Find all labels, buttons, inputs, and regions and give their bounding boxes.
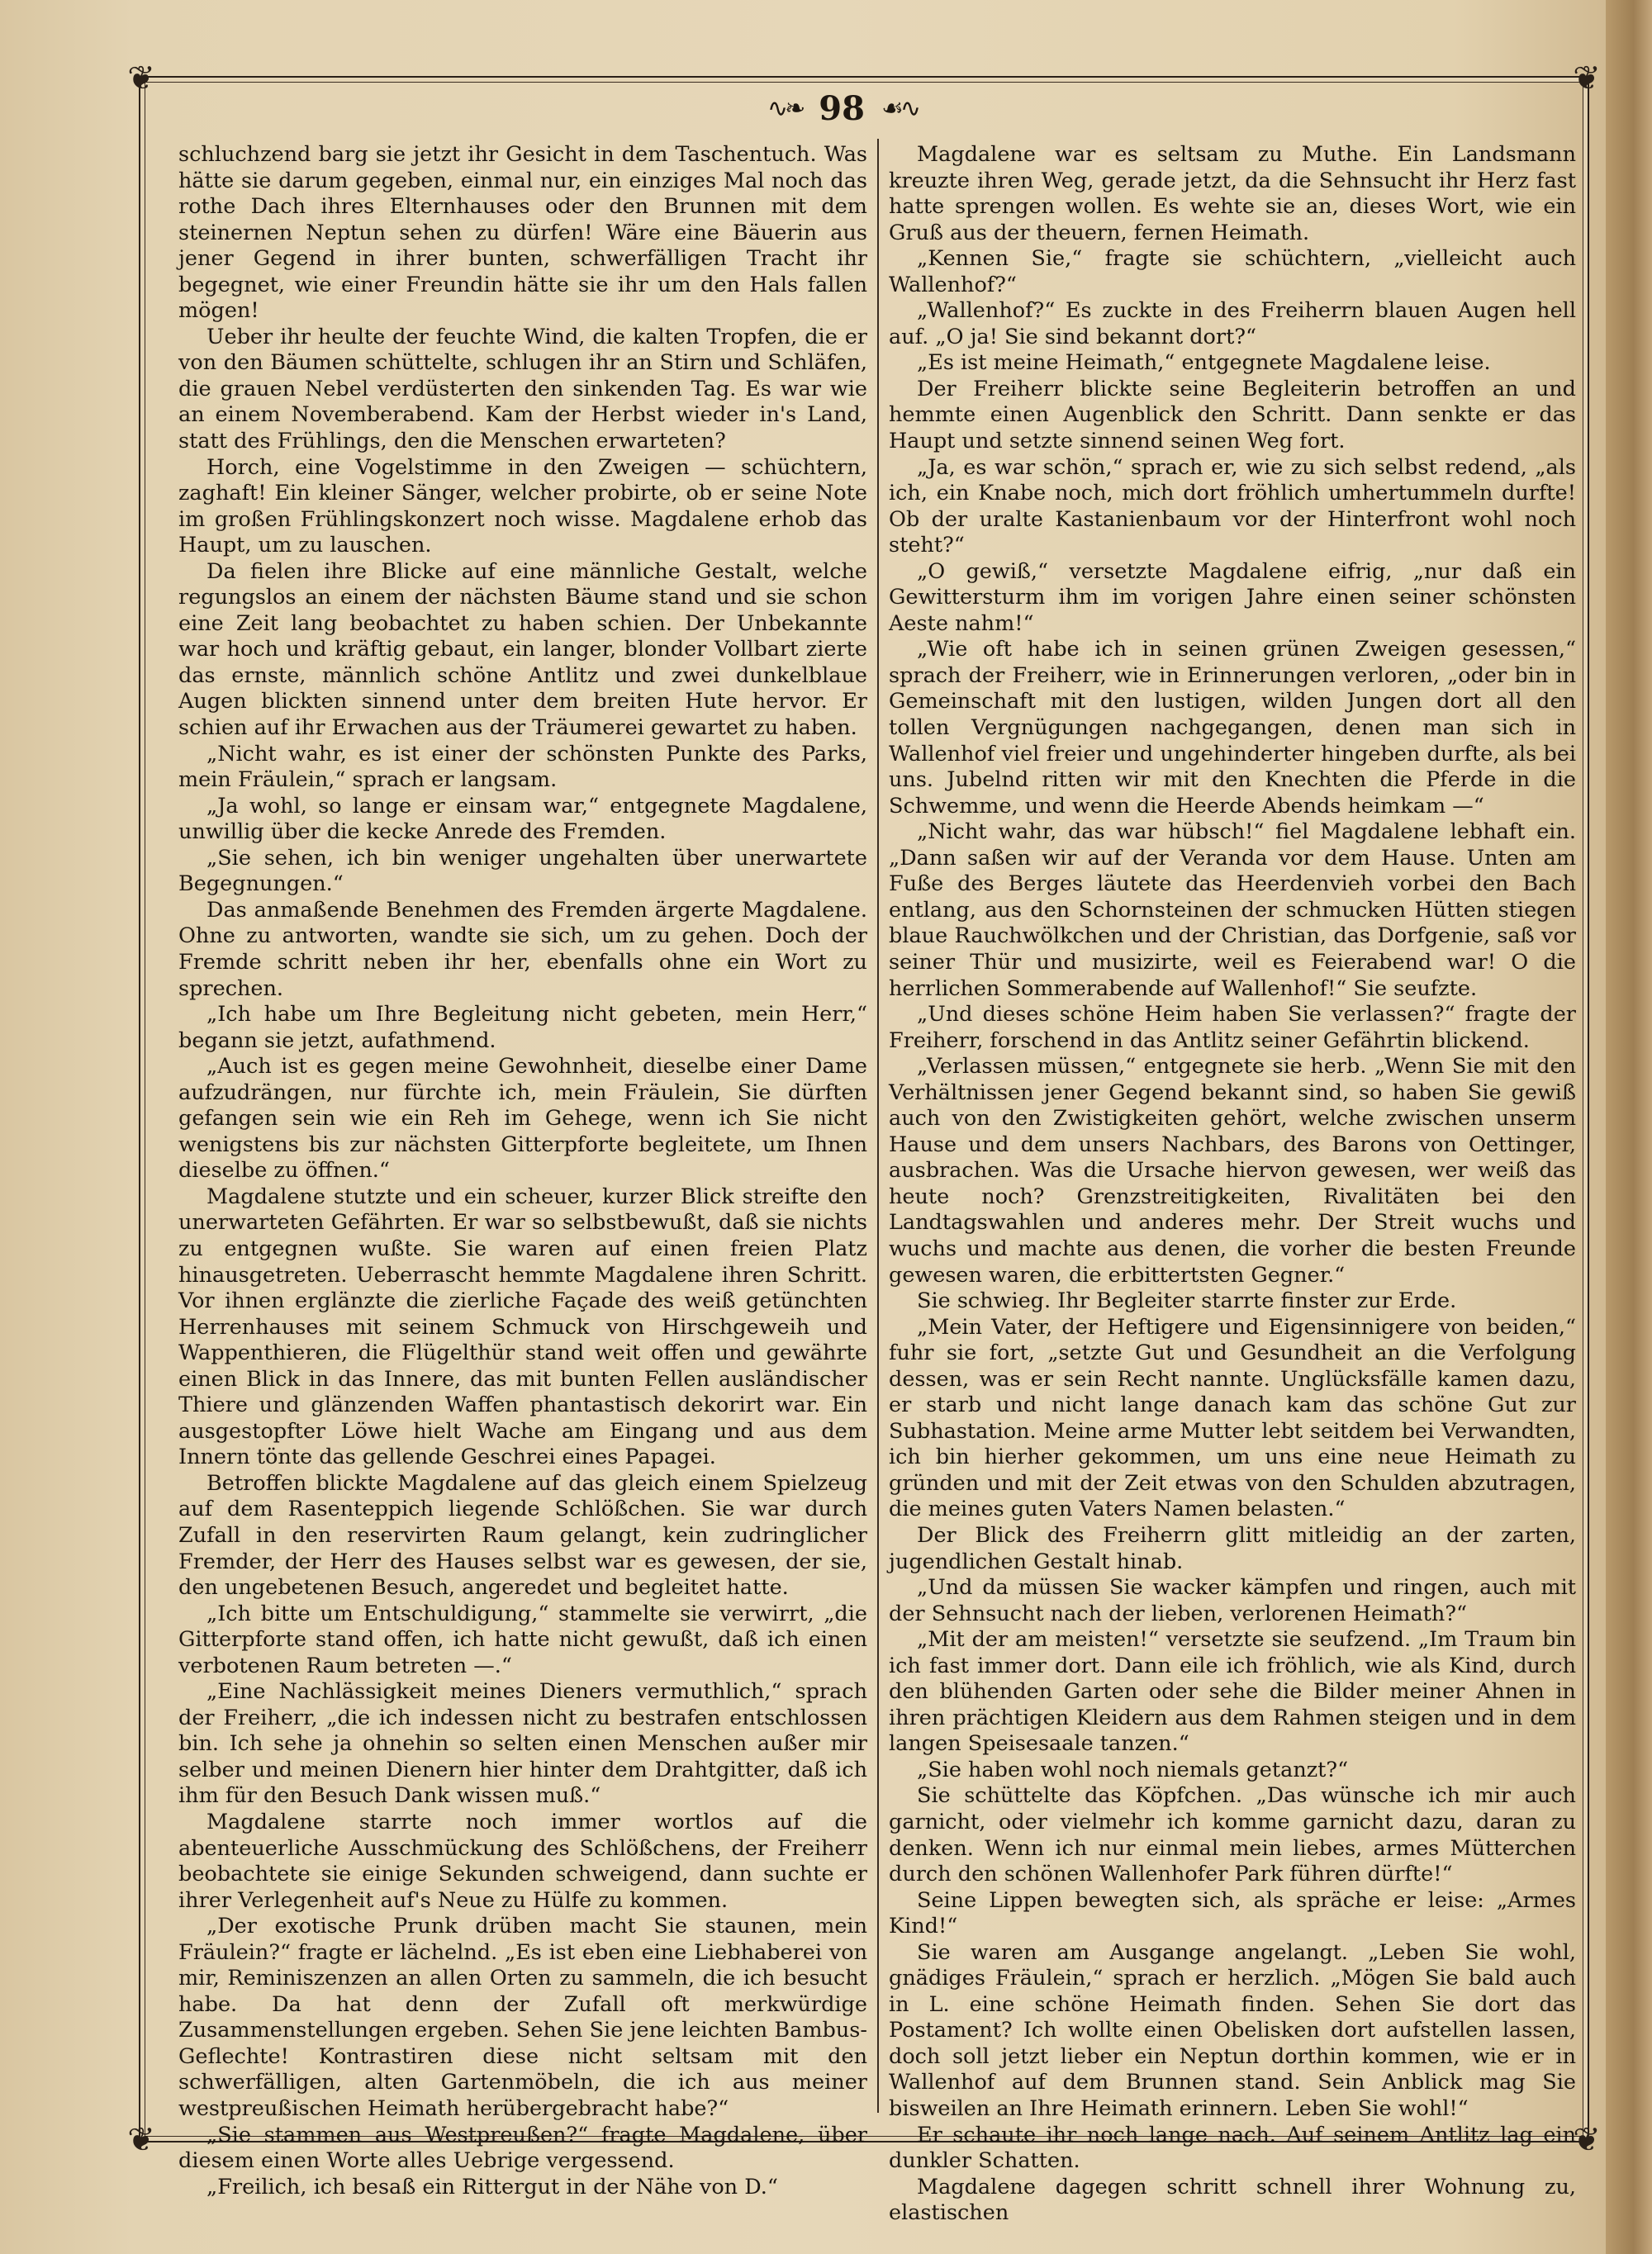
paragraph: Sie schwieg. Ihr Begleiter starrte finster zur Erde. <box>917 1288 1457 1314</box>
paragraph: „Mit der am meisten!“ versetzte sie seufzend. „Im Traum bin ich fast immer dort. Dann eile ich fröhlich, wie als Kind, durch den blühenden Garten oder sehe die Bilder meiner Ahnen in ihren prächtigen Kleidern aus dem Rahmen steigen und in dem langen Speisesaale tanzen.“ <box>889 1627 1576 1757</box>
corner-ornament-icon: ❦ <box>127 59 155 97</box>
page-header <box>694 85 991 131</box>
paragraph: „Freilich, ich besaß ein Rittergut in der Nähe von D.“ <box>206 2174 778 2199</box>
paragraph: „Ja wohl, so lange er einsam war,“ entgegnete Magdalene, unwillig über die kecke Anrede des Fremden. <box>178 793 867 845</box>
paragraph: „Wie oft habe ich in seinen grünen Zweigen gesessen,“ sprach der Freiherr, wie in Erinnerungen verloren, „oder bin in Gemeinschaft mit den lustigen, wilden Jungen dort all den tollen Vergnügungen nachgegangen, denen man sich in Wallenhof viel freier und ungehinderter hingeben durfte, als bei uns. Jubelnd ritten wir mit den Knechten die Pferde in die Schwemme, und wenn die Heerde Abends heimkam —“ <box>889 637 1576 819</box>
paragraph: Er schaute ihr noch lange nach. Auf seinem Antlitz lag ein dunkler Schatten. <box>889 2122 1576 2174</box>
paragraph: Sie waren am Ausgange angelangt. „Leben Sie wohl, gnädiges Fräulein,“ sprach er herzlich. „Mögen Sie bald auch in L. eine schöne Heimath finden. Sehen Sie dort das Postament? Ich wollte einen Obelisken dort aufstellen lassen, doch soll jetzt lieber ein Neptun dorthin kommen, wie er in Wallenhof auf dem Brunnen stand. Sein Anblick mag Sie bisweilen an Ihre Heimath erinnern. Leben Sie wohl!“ <box>889 1939 1576 2122</box>
paragraph: Ueber ihr heulte der feuchte Wind, die kalten Tropfen, die er von den Bäumen schüttelte, schlugen ihr an Stirn und Schläfen, die grauen Nebel verdüsterten den sinkenden Tag. Es war wie an einem Novemberabend. Kam der Herbst wieder in's Land, statt des Frühlings, den die Menschen erwarteten? <box>178 324 867 454</box>
paragraph: Magdalene war es seltsam zu Muthe. Ein Landsmann kreuzte ihren Weg, gerade jetzt, da die Sehnsucht ihr Herz fast hatte sprengen wollen. Es wehte sie an, dieses Wort, wie ein Gruß aus der theuern, fernen Heimath. <box>889 142 1576 245</box>
paragraph: „Verlassen müssen,“ entgegnete sie herb. „Wenn Sie mit den Verhältnissen jener Gegend bekannt sind, so haben Sie gewiß auch von den Zwistigkeiten gehört, welche zwischen unserm Hause und dem unsers Nachbars, des Barons von Oettinger, ausbrachen. Was die Ursache hiervon gewesen, wer weiß das heute noch? Grenzstreitigkeiten, Rivalitäten bei den Landtagswahlen und anderes mehr. Der Streit wuchs und wuchs und machte aus denen, die vorher die besten Freunde gewesen waren, die erbittertsten Gegner.“ <box>889 1054 1576 1288</box>
paragraph: Der Freiherr blickte seine Begleiterin betroffen an und hemmte einen Augenblick den Schritt. Dann senkte er das Haupt und setzte sinnend seinen Weg fort. <box>889 376 1576 454</box>
paragraph: Das anmaßende Benehmen des Fremden ärgerte Magdalene. Ohne zu antworten, wandte sie sich, um zu gehen. Doch der Fremde schritt neben ihr her, ebenfalls ohne ein Wort zu sprechen. <box>178 897 867 1001</box>
paragraph: schluchzend barg sie jetzt ihr Gesicht in dem Taschentuch. Was hätte sie darum gegeben, einmal nur, ein einziges Mal noch das rothe Dach ihres Elternhauses oder den Brunnen mit dem steinernen Neptun sehen zu dürfen! Wäre eine Bäuerin aus jener Gegend in ihrer bunten, schwerfälligen Tracht ihr begegnet, wie einer Freundin hätte sie ihr um den Hals fallen mögen! <box>178 142 867 324</box>
paragraph: Horch, eine Vogelstimme in den Zweigen — schüchtern, zaghaft! Ein kleiner Sänger, welcher probirte, ob er seine Note im großen Frühlingskonzert noch wisse. Magdalene erhob das Haupt, um zu lauschen. <box>178 454 867 558</box>
corner-ornament-icon: ❦ <box>1573 59 1601 97</box>
ornament-left-icon: ∿❧ <box>767 93 803 123</box>
paragraph: „Es ist meine Heimath,“ entgegnete Magdalene leise. <box>917 350 1491 376</box>
paragraph: „Nicht wahr, es ist einer der schönsten Punkte des Parks, mein Fräulein,“ sprach er langsam. <box>178 741 867 793</box>
paragraph: „Kennen Sie,“ fragte sie schüchtern, „vielleicht auch Wallenhof?“ <box>889 246 1576 297</box>
binding-edge <box>1606 0 1652 2254</box>
paragraph: Seine Lippen bewegten sich, als spräche er leise: „Armes Kind!“ <box>889 1887 1576 1939</box>
page-number: 98 <box>819 88 865 128</box>
right-column <box>889 142 1576 2226</box>
left-column <box>178 142 867 2199</box>
paragraph: „Ich bitte um Entschuldigung,“ stammelte sie verwirrt, „die Gitterpforte stand offen, ich hatte nicht gewußt, daß ich einen verbotenen Raum betreten —.“ <box>178 1601 867 1678</box>
paragraph: „Sie haben wohl noch niemals getanzt?“ <box>917 1757 1349 1782</box>
paragraph: Betroffen blickte Magdalene auf das gleich einem Spielzeug auf dem Rasenteppich liegende Schlößchen. Sie war durch Zufall in den reservirten Raum gelangt, kein zudringlicher Fremder, der Herr des Hauses selbst war es gewesen, der sie, den ungebetenen Besuch, angeredet und begleitet hatte. <box>178 1470 867 1601</box>
paragraph: „Und dieses schöne Heim haben Sie verlassen?“ fragte der Freiherr, forschend in das Antlitz seiner Gefährtin blickend. <box>889 1002 1576 1053</box>
column-divider <box>877 139 879 2113</box>
paragraph: Der Blick des Freiherrn glitt mitleidig an der zarten, jugendlichen Gestalt hinab. <box>889 1522 1576 1574</box>
paragraph: „Sie sehen, ich bin weniger ungehalten über unerwartete Begegnungen.“ <box>178 845 867 897</box>
paragraph: „Sie stammen aus Westpreußen?“ fragte Magdalene, über diesem einen Worte alles Uebrige vergessend. <box>178 2122 867 2174</box>
paragraph: „Wallenhof?“ Es zuckte in des Freiherrn blauen Augen hell auf. „O ja! Sie sind bekannt dort?“ <box>889 298 1576 349</box>
paragraph: Magdalene starrte noch immer wortlos auf die abenteuerliche Ausschmückung des Schlößchens, der Freiherr beobachtete sie einige Sekunden schweigend, dann suchte er ihrer Verlegenheit auf's Neue zu Hülfe zu kommen. <box>178 1810 867 1913</box>
paragraph: „O gewiß,“ versetzte Magdalene eifrig, „nur daß ein Gewittersturm ihm im vorigen Jahre einen seiner schönsten Aeste nahm!“ <box>889 558 1576 636</box>
paragraph: „Auch ist es gegen meine Gewohnheit, dieselbe einer Dame aufzudrängen, nur fürchte ich, mein Fräulein, Sie dürften gefangen sein wie ein Reh im Gehege, wenn ich Sie nicht wenigstens bis zur nächsten Gitterpforte begleitete, um Ihnen dieselbe zu öffnen.“ <box>178 1054 867 1184</box>
paragraph: Magdalene stutzte und ein scheuer, kurzer Blick streifte den unerwarteten Gefährten. Er war so selbstbewußt, daß sie nichts zu entgegnen wußte. Sie waren auf einen freien Platz hinausgetreten. Ueberrascht hemmte Magdalene ihren Schritt. Vor ihnen erglänzte die zierliche Façade des weiß getünchten Herrenhauses mit seinem Schmuck von Hirschgeweih und Wappenthieren, die Flügelthür stand weit offen und gewährte einen Blick in das Innere, das mit bunten Fellen ausländischer Thiere und glänzenden Waffen phantastisch dekorirt war. Ein ausgestopfter Löwe hielt Wache am Eingang und aus dem Innern tönte das gellende Geschrei eines Papagei. <box>178 1184 867 1470</box>
paragraph: „Ich habe um Ihre Begleitung nicht gebeten, mein Herr,“ begann sie jetzt, aufathmend. <box>178 1002 867 1053</box>
paragraph: „Eine Nachlässigkeit meines Dieners vermuthlich,“ sprach der Freiherr, „die ich indessen nicht zu bestrafen entschlossen bin. Ich sehe ja ohnehin so selten einen Menschen außer mir selber und meinen Dienern hier hinter dem Drahtgitter, daß ich ihm für den Besuch Dank wissen muß.“ <box>178 1679 867 1809</box>
paragraph: „Mein Vater, der Heftigere und Eigensinnigere von beiden,“ fuhr sie fort, „setzte Gut und Gesundheit an die Verfolgung dessen, was er sein Recht nannte. Unglücksfälle kamen dazu, er starb und nicht lange danach kam das schöne Gut zur Subhastation. Meine arme Mutter lebt seitdem bei Verwandten, ich bin hierher gekommen, um uns eine neue Heimath zu gründen und mit der Zeit etwas von den Schulden abzutragen, die meines guten Vaters Namen belasten.“ <box>889 1314 1576 1522</box>
paragraph: „Und da müssen Sie wacker kämpfen und ringen, auch mit der Sehnsucht nach der lieben, verlorenen Heimath?“ <box>889 1575 1576 1626</box>
ornament-right-icon: ☙∿ <box>881 93 918 123</box>
corner-ornament-icon: ❦ <box>127 2121 155 2159</box>
paragraph: Magdalene dagegen schritt schnell ihrer Wohnung zu, elastischen <box>889 2174 1576 2226</box>
paragraph: Da fielen ihre Blicke auf eine männliche Gestalt, welche regungslos an einem der nächsten Bäume stand und sie schon eine Zeit lang beobachtet zu haben schien. Der Unbekannte war hoch und kräftig gebaut, ein langer, blonder Vollbart zierte das ernste, männlich schöne Antlitz und zwei dunkelblaue Augen blickten sinnend unter dem breiten Hute hervor. Er schien auf ihr Erwachen aus der Träumerei gewartet zu haben. <box>178 558 867 741</box>
corner-ornament-icon: ❦ <box>1573 2121 1601 2159</box>
paragraph: „Ja, es war schön,“ sprach er, wie zu sich selbst redend, „als ich, ein Knabe noch, mich dort fröhlich umhertummeln durfte! Ob der uralte Kastanienbaum vor der Hinterfront wohl noch steht?“ <box>889 454 1576 558</box>
paragraph: „Der exotische Prunk drüben macht Sie staunen, mein Fräulein?“ fragte er lächelnd. „Es ist eben eine Liebhaberei von mir, Reminiszenzen an allen Orten zu sammeln, die ich besucht habe. Da hat denn der Zufall oft merkwürdige Zusammenstellungen ergeben. Sehen Sie jene leichten Bambus-Geflechte! Kontrastiren diese nicht seltsam mit den schwerfälligen, alten Gartenmöbeln, die ich aus meiner westpreußischen Heimath herübergebracht habe?“ <box>178 1914 867 2122</box>
paragraph: Sie schüttelte das Köpfchen. „Das wünsche ich mir auch garnicht, oder vielmehr ich komme garnicht dazu, daran zu denken. Wenn ich nur einmal mein liebes, armes Mütterchen durch den schönen Wallenhofer Park führen dürfte!“ <box>889 1783 1576 1887</box>
paragraph: „Nicht wahr, das war hübsch!“ fiel Magdalene lebhaft ein. „Dann saßen wir auf der Veranda vor dem Hause. Unten am Fuße des Berges läutete das Heerdenvieh vorbei den Bach entlang, aus den Schornsteinen der schmucken Hütten stiegen blaue Rauchwölkchen und der Christian, das Dorfgenie, saß vor seiner Thür und musizirte, weil es Feierabend war! O die herrlichen Sommerabende auf Wallenhof!“ Sie seufzte. <box>889 819 1576 1001</box>
